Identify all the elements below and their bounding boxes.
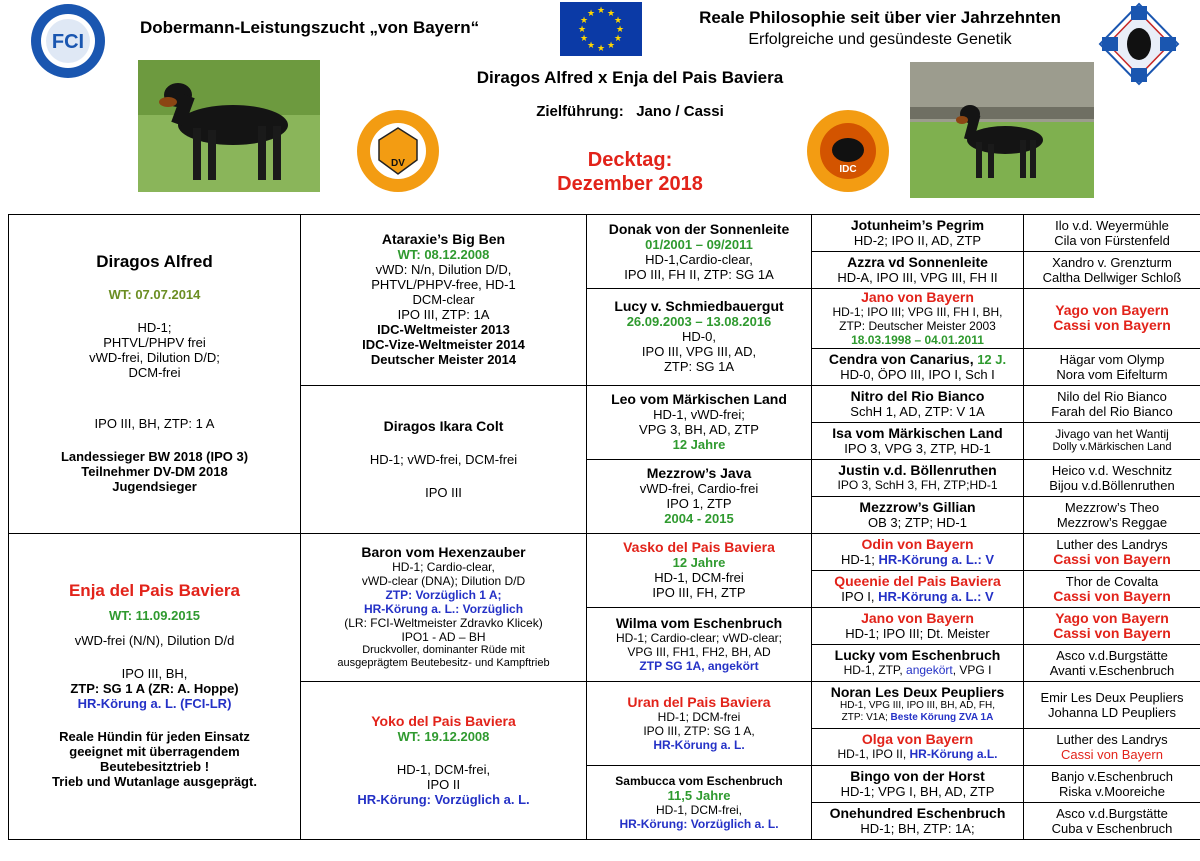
gen5-cell [1024,728,1200,765]
sire-sire-line: PHTVL/PHPV-free, HD-1 [371,277,516,293]
dam-dam-name: Yoko del Pais Baviera [371,712,516,729]
gen3-line: VPG 3, BH, AD, ZTP [639,422,759,438]
dam-description-2: geeignet mit überragendem [69,744,240,760]
gen3-line: HD-0, [682,329,716,345]
gen4-name: Isa vom Märkischen Land [832,424,1003,441]
sire-dam-cell [301,385,587,533]
gen3-line: IPO III, FH II, ZTP: SG 1A [624,266,774,282]
gen5-cell [1024,533,1200,570]
gen4-dates: 18.03.1998 – 04.01.2011 [851,332,984,347]
gen5-sire: Ilo v.d. Weyermühle [1055,218,1169,233]
gen3-line: IPO III, ZTP: SG 1 A, [643,723,755,738]
dam-sire-name: Baron vom Hexenzauber [361,543,526,560]
eu-flag [560,2,642,56]
svg-text:★: ★ [586,9,596,19]
gen4-name: Mezzrow’s Gillian [859,498,976,515]
gen3-line: vWD-frei, Cardio-frei [639,481,759,497]
gen3-name: Lucy v. Schmiedbauergut [614,298,784,315]
gen4-line: HD-1; [840,551,875,567]
dam-sire-cell [301,533,587,681]
gen5-sire: Mezzrow’s Theo [1064,499,1160,515]
gen4-cell [812,385,1024,422]
sire-sire-title: IDC-Weltmeister 2013 [377,322,510,338]
gen3-line: HD-1, vWD-frei; [653,407,745,423]
target-line [500,103,760,120]
gen4-line: SchH 1, AD, ZTP: V 1A [850,403,985,419]
gen3-line: HD-1, DCM-frei, [656,802,742,817]
gen4-line: ZTP: V1A; [841,712,888,724]
hks-logo [1098,2,1180,86]
gen4-name: Justin v.d. Böllenruthen [838,462,997,479]
gen5-dam: Bijou v.d.Böllenruthen [1049,477,1175,493]
gen4-cell [812,215,1024,252]
gen5-dam: Caltha Dellwiger Schloß [1042,270,1182,285]
gen3-line: HD-1,Cardio-clear, [645,251,753,267]
svg-text:★: ★ [586,41,596,51]
pedigree-table [8,214,1200,840]
dam-wt: WT: 11.09.2015 [108,608,201,624]
sire-health-1: HD-1; [137,319,172,335]
sire-dam-line: HD-1; vWD-frei, DCM-frei [369,451,518,467]
gen5-sire: Yago von Bayern [1055,609,1169,626]
gen5-cell [1024,644,1200,681]
sire-photo [138,60,320,192]
gen4-cell [812,644,1024,681]
gen3-name: Mezzrow’s Java [646,465,752,482]
svg-text:★: ★ [613,34,623,44]
gen4-age: 12 J. [977,351,1007,367]
dam-sire-line: IPO1 - AD – BH [401,629,486,644]
svg-text:★: ★ [577,25,587,35]
sire-wt: WT: 07.07.2014 [108,286,201,302]
target-value: Jano / Cassi [636,103,724,120]
gen4-cell [812,802,1024,839]
gen5-cell [1024,215,1200,252]
svg-text:★: ★ [579,16,589,26]
gen5-sire: Asco v.d.Burgstätte [1056,647,1168,663]
dam-sire-line: ausgeprägtem Beutebesitz- und Kampftrieb [337,656,550,669]
dam-cell [9,533,301,839]
svg-text:★: ★ [579,34,589,44]
mating-title: Diragos Alfred x Enja del Pais Baviera [476,68,784,87]
sire-titles: IPO III, BH, ZTP: 1 A [94,415,215,431]
gen4-line: HD-2; IPO II, AD, ZTP [853,233,982,248]
gen3-cell [587,289,812,386]
dam-sire-line: vWD-clear (DNA); Dilution D/D [361,573,526,588]
gen4-name: Onehundred Eschenbruch [829,804,1006,821]
gen4-line: OB 3; ZTP; HD-1 [868,514,967,530]
gen5-sire: Yago von Bayern [1055,302,1169,319]
gen3-dates: 26.09.2003 – 13.08.2016 [626,314,772,330]
gen3-age: 12 Jahre [672,555,726,571]
gen3-line: ZTP: SG 1A [663,359,735,375]
gen5-dam: Cassi von Bayern [1053,587,1171,604]
idc-club-logo [805,108,891,194]
gen3-name: Donak von der Sonnenleite [608,220,790,237]
sire-achievement-1: Landessieger BW 2018 (IPO 3) [60,448,249,464]
gen5-cell [1024,252,1200,289]
gen4-line: IPO I, [841,588,875,604]
sire-health-3: vWD-frei, Dilution D/D; [89,349,220,365]
gen5-dam: Farah del Rio Bianco [1051,403,1173,419]
gen4-name: Azzra vd Sonnenleite [847,254,988,270]
gen5-cell [1024,570,1200,607]
gen4-name: Queenie del Pais Baviera [834,572,1001,589]
sire-cell [9,215,301,534]
gen5-sire: Banjo v.Eschenbruch [1051,768,1173,784]
gen5-sire: Hägar vom Olymp [1059,351,1165,367]
sire-sire-line: vWD: N/n, Dilution D/D, [375,262,512,278]
gen4-line: HD-1, ZTP, [843,663,903,678]
gen4-name: Olga von Bayern [861,731,974,748]
gen4-cell [812,681,1024,728]
gen4-cell [812,348,1024,385]
gen5-sire: Xandro v. Grenzturm [1052,255,1172,270]
gen5-sire: Luther des Landrys [1056,536,1168,552]
gen4-line: HD-1, VPG III, IPO III, BH, AD, FH, [839,700,996,712]
gen3-line: IPO 1, ZTP [666,496,732,512]
dam-description-1: Reale Hündin für jeden Einsatz [59,729,250,745]
gen4-line: HD-1, IPO II, [837,747,907,762]
genetics-subheading: Erfolgreiche und gesündeste Genetik [748,31,1012,48]
gen3-koerung: HR-Körung a. L. [653,737,745,752]
gen3-name: Vasko del Pais Baviera [623,539,775,556]
gen5-dam: Mezzrow’s Reggae [1056,514,1168,530]
sire-health-4: DCM-frei [128,364,181,380]
dam-health: vWD-frei (N/N), Dilution D/d [74,633,235,649]
dv-club-logo [355,108,441,194]
gen4-name: Jano von Bayern [861,288,974,305]
sire-sire-title: IDC-Vize-Weltmeister 2014 [362,337,525,353]
gen5-cell [1024,459,1200,496]
gen4-name: Bingo von der Horst [850,767,985,784]
dam-dam-koerung: HR-Körung: Vorzüglich a. L. [357,791,530,807]
gen5-dam: Cila von Fürstenfeld [1054,233,1170,248]
gen4-line: IPO 3, SchH 3, FH, ZTP;HD-1 [837,478,998,493]
dam-koerung: HR-Körung a. L. (FCI-LR) [77,696,232,712]
gen4-koerung: HR-Körung a.L. [909,747,998,762]
decktag [520,148,740,196]
idc-logo-text: IDC [839,164,857,175]
svg-text:★: ★ [596,6,606,16]
gen3-line: HD-1, DCM-frei [654,570,744,586]
dam-sire-line: HD-1; Cardio-clear, [392,559,495,574]
gen4-name: Jano von Bayern [861,609,974,626]
sire-sire-line: DCM-clear [412,292,475,308]
gen3-cell [587,385,812,459]
decktag-label: Decktag: [587,149,673,171]
gen4-koerung: HR-Körung a. L.: V [878,551,995,567]
sire-dam-line: IPO III [425,484,462,500]
gen5-cell [1024,681,1200,728]
fci-logo-text: FCI [51,31,85,53]
gen3-line: HD-1; DCM-frei [657,709,741,724]
gen5-cell [1024,422,1200,459]
target-label: Zielführung: [536,103,624,120]
sire-sire-line: IPO III, ZTP: 1A [397,307,490,323]
dam-sire-ztp: ZTP: Vorzüglich 1 A; [385,587,502,602]
gen3-cell [587,607,812,681]
gen4-koerung: HR-Körung a. L.: V [878,588,994,604]
gen5-dam: Cassi von Bayern [1053,624,1171,641]
gen5-sire: Luther des Landrys [1056,731,1168,747]
gen4-name: Jotunheim’s Pegrim [850,217,985,233]
sire-achievement-3: Jugendsieger [112,478,197,494]
gen4-name: Cendra von Canarius, [828,350,974,367]
gen4-cell [812,252,1024,289]
gen3-dates: 2004 - 2015 [664,511,734,527]
gen4-cell [812,459,1024,496]
gen4-koerung: angekört [906,663,953,678]
gen5-dam: Dolly v.Märkischen Land [1052,441,1172,454]
philosophy-heading: Reale Philosophie seit über vier Jahrzehnten [699,8,1061,27]
gen4-koerung: Beste Körung ZVA 1A [890,712,994,724]
gen5-sire: Jivago van het Wantij [1055,427,1169,442]
gen5-dam: Johanna LD Peupliers [1048,704,1176,720]
dam-titles: IPO III, BH, [121,666,188,682]
gen4-line: , VPG I [952,663,992,678]
gen5-dam: Cassi von Bayern [1053,317,1171,334]
dam-dam-wt: WT: 19.12.2008 [397,728,490,744]
sire-sire-wt: WT: 08.12.2008 [397,247,490,263]
gen5-cell [1024,385,1200,422]
gen3-cell [587,215,812,289]
gen3-line: VPG III, FH1, FH2, BH, AD [627,644,771,659]
sire-dam-name: Diragos Ikara Colt [383,417,504,434]
dam-photo [910,62,1094,198]
gen3-cell [587,533,812,607]
gen5-sire: Heico v.d. Weschnitz [1051,462,1173,478]
dam-ztp: ZTP: SG 1 A (ZR: A. Hoppe) [70,681,239,697]
dam-dam-cell [301,681,587,839]
gen4-line: IPO 3, VPG 3, ZTP, HD-1 [844,440,991,456]
gen4-line: ZTP: Deutscher Meister 2003 [839,318,996,333]
gen5-cell [1024,607,1200,644]
gen4-name: Odin von Bayern [861,535,974,552]
gen4-cell [812,496,1024,533]
svg-text:★: ★ [606,9,616,19]
gen3-name: Wilma vom Eschenbruch [615,614,783,631]
gen4-cell [812,765,1024,802]
gen5-dam: Nora vom Eifelturm [1056,366,1168,382]
gen5-cell [1024,765,1200,802]
gen3-cell [587,459,812,533]
sire-achievement-2: Teilnehmer DV-DM 2018 [81,463,228,479]
gen5-cell [1024,496,1200,533]
gen4-line: HD-1; IPO III; Dt. Meister [845,625,990,641]
dam-dam-line: HD-1, DCM-frei, [396,761,491,777]
dam-sire-line: Druckvoller, dominanter Rüde mit [362,643,525,656]
gen4-line: HD-1; VPG I, BH, AD, ZTP [840,783,995,799]
gen4-cell [812,533,1024,570]
gen3-dates: 01/2001 – 09/2011 [645,236,753,252]
decktag-value: Dezember 2018 [557,173,703,195]
gen5-dam: Cuba v Eschenbruch [1051,820,1173,836]
fci-logo [26,2,110,80]
gen4-cell [812,607,1024,644]
gen4-cell [812,728,1024,765]
gen4-line: HD-1; IPO III; VPG III, FH I, BH, [832,304,1003,319]
gen5-sire: Nilo del Rio Bianco [1057,388,1167,404]
gen5-sire: Emir Les Deux Peupliers [1040,689,1184,705]
gen5-dam: Cassi von Bayern [1061,746,1163,762]
svg-text:★: ★ [596,44,606,54]
dam-description-4: Trieb und Wutanlage ausgeprägt. [52,774,257,790]
gen5-dam: Avanti v.Eschenbruch [1049,662,1175,678]
sire-name: Diragos Alfred [96,251,213,271]
gen3-cell [587,765,812,839]
gen4-cell [812,570,1024,607]
gen4-line: HD-1; BH, ZTP: 1A; [860,820,975,836]
sire-sire-title: Deutscher Meister 2014 [370,352,517,368]
gen5-dam: Riska v.Mooreiche [1059,783,1165,799]
gen5-sire: Asco v.d.Burgstätte [1056,805,1168,821]
svg-text:★: ★ [615,25,625,35]
gen3-line: IPO III, VPG III, AD, [641,344,757,360]
svg-text:★: ★ [613,16,623,26]
dam-description-3: Beutebesitztrieb ! [99,759,210,775]
gen3-name: Leo vom Märkischen Land [611,391,787,408]
gen5-sire: Thor de Covalta [1065,573,1159,589]
dam-sire-koerung: HR-Körung a. L.: Vorzüglich [363,601,524,616]
gen5-cell [1024,348,1200,385]
gen4-cell [812,289,1024,349]
gen3-koerung: HR-Körung: Vorzüglich a. L. [619,816,779,831]
gen4-name: Lucky vom Eschenbruch [834,647,1001,664]
gen3-age: 11,5 Jahre [667,787,731,803]
gen4-line: HD-A, IPO III, VPG III, FH II [837,270,998,285]
gen3-ztp: ZTP SG 1A, angekört [639,658,759,673]
sire-health-2: PHTVL/PHPV frei [103,334,206,350]
gen3-name: Uran del Pais Baviera [627,693,771,710]
sire-sire-cell [301,215,587,386]
gen3-line: IPO III, FH, ZTP [652,585,746,601]
gen4-line: HD-0, ÖPO III, IPO I, Sch I [840,366,995,382]
dam-sire-line: (LR: FCI-Weltmeister Zdravko Klicek) [344,615,543,630]
dam-dam-line: IPO II [426,776,461,792]
gen3-line: HD-1; Cardio-clear; vWD-clear; [615,630,783,645]
gen3-name: Sambucca vom Eschenbruch [615,773,783,788]
gen4-cell [812,422,1024,459]
dam-name: Enja del Pais Baviera [68,581,241,601]
sire-sire-name: Ataraxie’s Big Ben [381,231,506,248]
gen3-age: 12 Jahre [672,437,726,453]
gen3-cell [587,681,812,765]
kennel-title: Dobermann-Leistungszucht „von Bayern“ [140,18,480,37]
svg-text:★: ★ [606,41,616,51]
dv-logo-text: DV [391,158,405,169]
gen5-cell [1024,802,1200,839]
gen5-cell [1024,289,1200,349]
gen4-name: Nitro del Rio Bianco [850,387,985,404]
gen4-name: Noran Les Deux Peupliers [830,684,1005,701]
gen5-dam: Cassi von Bayern [1053,550,1171,567]
